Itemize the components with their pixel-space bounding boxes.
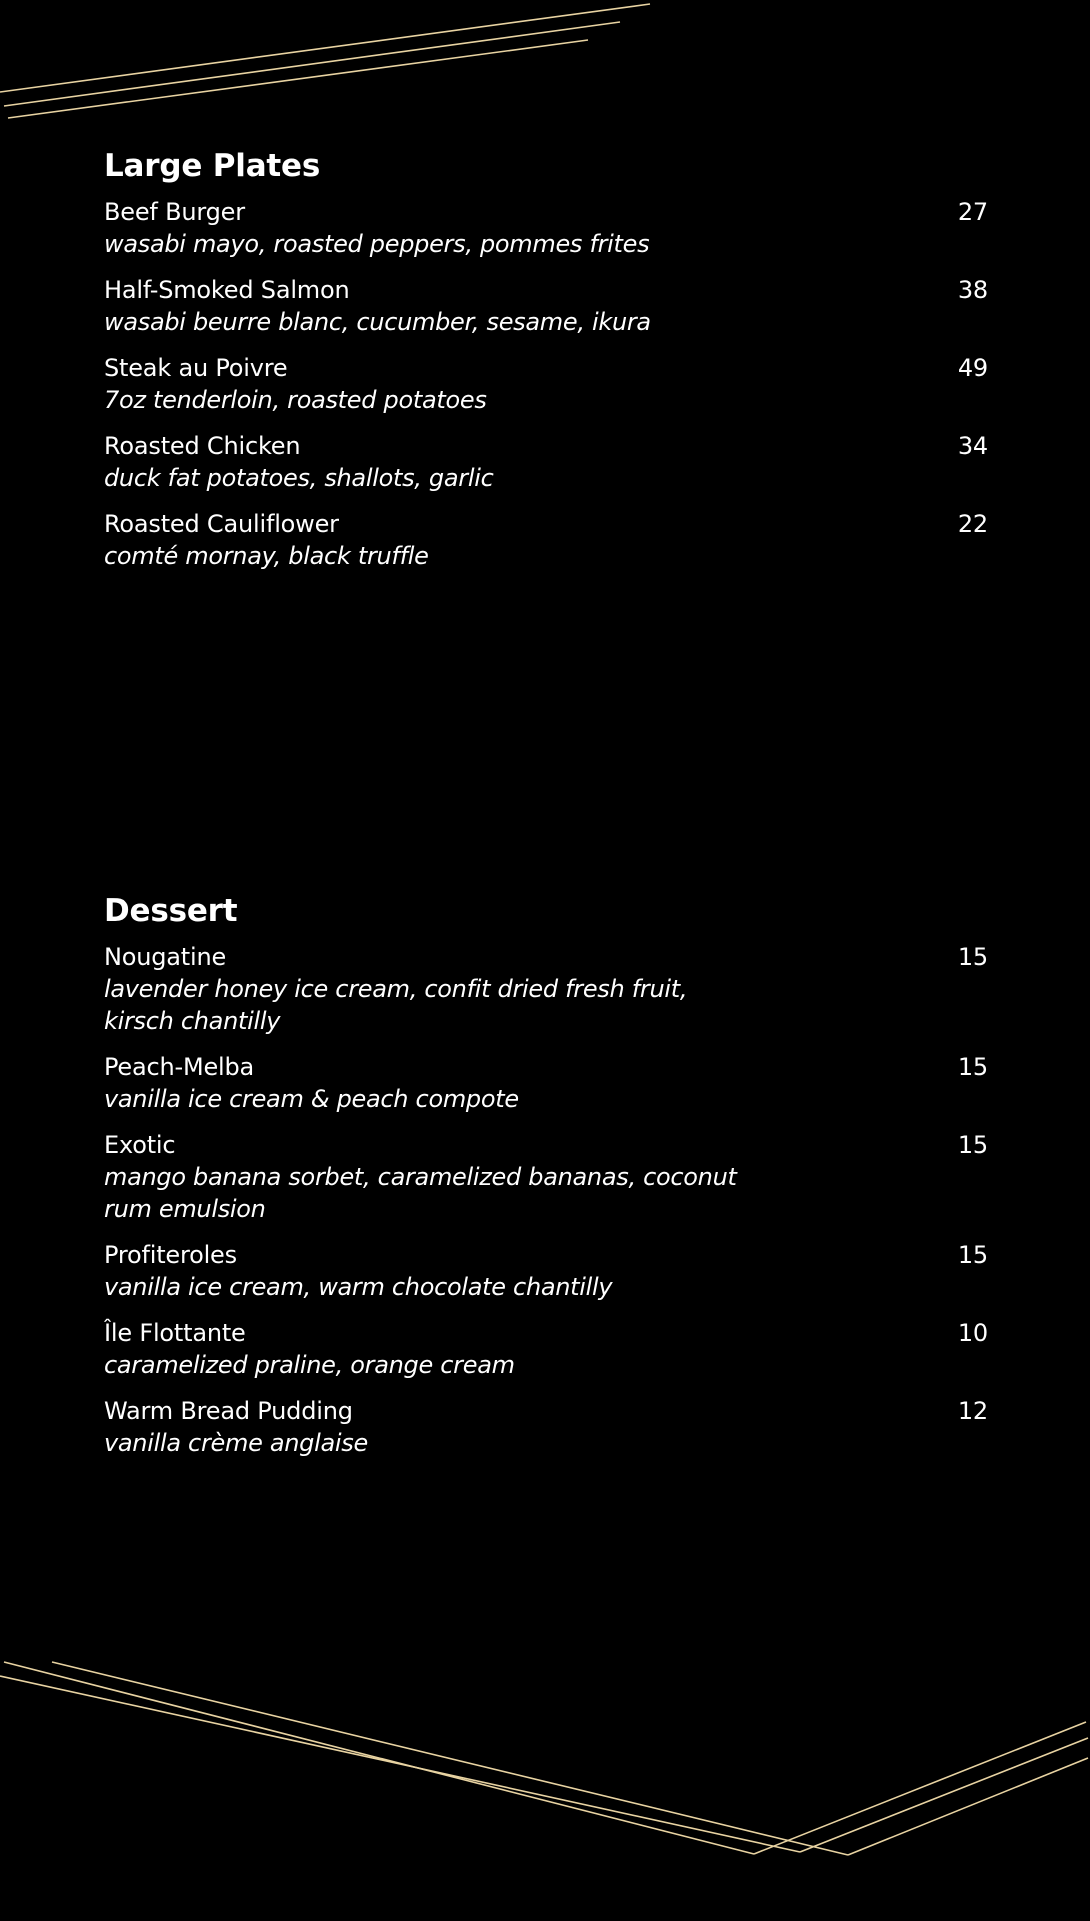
top-decorative-lines: [0, 4, 650, 118]
item-description: vanilla crème anglaise: [104, 1429, 368, 1457]
item-name: Peach-Melba: [104, 1053, 255, 1081]
item-description: lavender honey ice cream, confit dried fresh fruit, kirsch chantilly: [104, 975, 688, 1035]
menu-item: [104, 274, 988, 338]
bottom-decorative-lines: [0, 1662, 1088, 1855]
item-price: 10: [957, 1319, 988, 1347]
menu-item: [104, 196, 988, 260]
item-name: Nougatine: [104, 943, 227, 971]
large-plates-section: [104, 146, 988, 586]
item-price: 22: [957, 510, 988, 538]
item-description: vanilla ice cream & peach compote: [104, 1085, 519, 1113]
menu-item: [104, 1051, 988, 1115]
item-description: mango banana sorbet, caramelized bananas, coconut rum emulsion: [104, 1163, 737, 1223]
item-name: Profiteroles: [104, 1241, 237, 1269]
item-description: 7oz tenderloin, roasted potatoes: [104, 386, 487, 414]
item-name: Roasted Cauliflower: [104, 510, 339, 538]
item-description: duck fat potatoes, shallots, garlic: [104, 464, 494, 492]
menu-item: [104, 508, 988, 572]
item-description: wasabi mayo, roasted peppers, pommes frites: [104, 230, 650, 258]
item-price: 34: [957, 432, 988, 460]
item-name: Beef Burger: [104, 198, 245, 226]
item-description: comté mornay, black truffle: [104, 542, 429, 570]
item-name: Half-Smoked Salmon: [104, 276, 350, 304]
section-title: Dessert: [104, 893, 238, 929]
item-price: 15: [957, 943, 988, 971]
menu-item: [104, 430, 988, 494]
item-price: 12: [957, 1397, 988, 1425]
item-price: 15: [957, 1241, 988, 1269]
section-title: Large Plates: [104, 148, 321, 184]
item-name: Exotic: [104, 1131, 176, 1159]
menu-item: [104, 1395, 988, 1459]
item-price: 49: [957, 354, 988, 382]
item-name: Steak au Poivre: [104, 354, 288, 382]
menu-item: [104, 1239, 988, 1303]
item-description: vanilla ice cream, warm chocolate chantilly: [104, 1273, 613, 1301]
menu-item: [104, 1129, 988, 1225]
item-description: wasabi beurre blanc, cucumber, sesame, ikura: [104, 308, 651, 336]
menu-item: [104, 1317, 988, 1381]
item-description: caramelized praline, orange cream: [104, 1351, 515, 1379]
item-price: 15: [957, 1131, 988, 1159]
item-price: 15: [957, 1053, 988, 1081]
dessert-section: [104, 891, 988, 1473]
item-name: Île Flottante: [104, 1319, 246, 1347]
item-price: 38: [957, 276, 988, 304]
item-price: 27: [957, 198, 988, 226]
menu-item: [104, 352, 988, 416]
menu-item: [104, 941, 988, 1037]
item-name: Roasted Chicken: [104, 432, 301, 460]
item-name: Warm Bread Pudding: [104, 1397, 353, 1425]
